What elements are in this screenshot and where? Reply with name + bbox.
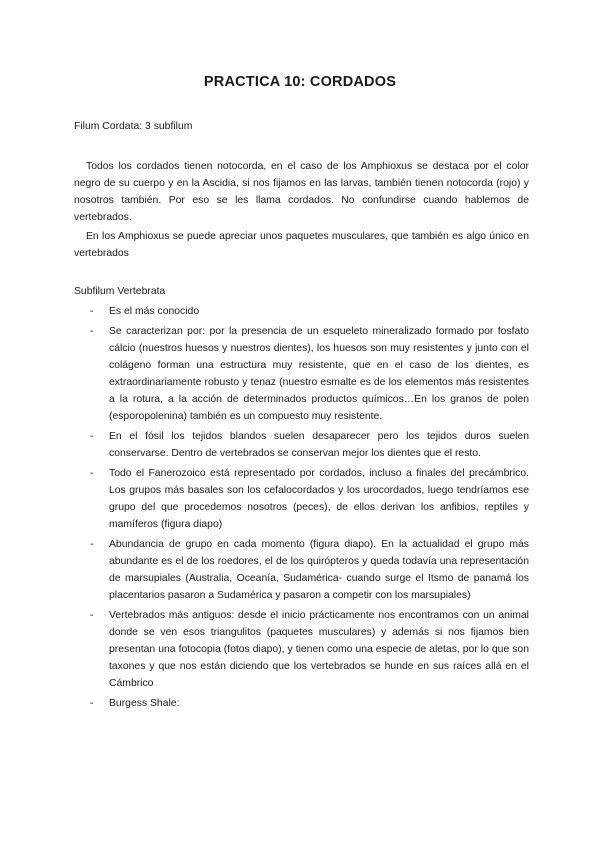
list-item-text: Vertebrados más antiguos: desde el inicio prácticamente nos encontramos con un animal donde se ven esos triangulitos (paquetes musculares) y además si nos fijamos bien presentan una fotocopia (fotos diapo), y tienen como una especie de aletas, por lo que son taxones y que nos están diciendo que los vertebrados se hunde en sus raíces allá en el Cámbrico bbox=[109, 610, 529, 689]
paragraph-notocorda: Todos los cordados tienen notocorda, en el caso de los Amphioxus se destaca por el color negro de su cuerpo y en la Ascidia, si nos fijamos en las larvas, también tienen notocorda (rojo) y nosotros también. Por eso se les llama cordados. No confundirse cuando hablemos de vertebrados. bbox=[74, 161, 529, 223]
document-subtitle: Filum Cordata: 3 subfilum bbox=[74, 121, 193, 132]
list-item-text: Es el más conocido bbox=[109, 306, 200, 317]
list-item bbox=[74, 607, 529, 692]
list-item-text: Se caracterizan por: por la presencia de un esqueleto mineralizado formado por fosfato cálcio (nuestros huesos y nuestros dientes), los huesos son muy resistentes y junto con el colágeno forman una estructura muy resistente, que en el caso de los dientes, es extraordinariamente robusto y tenaz (nuestro esmalte es de los elementos más resistentes a la rotura, a la acción de determinados productos químicos…En los granos de polen (esporopolenina) también es un compuesto muy resistente. bbox=[109, 326, 529, 422]
section-heading: Subfilum Vertebrata bbox=[74, 286, 166, 297]
list-item-text: En el fósil los tejidos blandos suelen desaparecer pero los tejidos duros suelen conservarse. Dentro de vertebrados se conservan mejor los dientes que el resto. bbox=[109, 431, 529, 459]
list-item bbox=[74, 536, 529, 604]
paragraph-amphioxus: En los Amphioxus se puede apreciar unos paquetes musculares, que también es algo único en vertebrados bbox=[74, 231, 529, 259]
list-item-text: Todo el Fanerozoico está representado por cordados, incluso a finales del precámbrico. Los grupos más basales son los cefalocordados y los urocordados, luego tendríamos ese grupo del que procedemos nosotros (peces), de ellos derivan los anfibios, reptiles y mamíferos (figura diapo) bbox=[109, 468, 529, 530]
bullet-dash: - bbox=[90, 468, 94, 479]
page-title: PRACTICA 10: CORDADOS bbox=[203, 74, 397, 90]
bullet-dash: - bbox=[90, 610, 94, 621]
list-item bbox=[74, 695, 529, 712]
list-item-text: Burgess Shale: bbox=[109, 698, 180, 709]
list-item bbox=[74, 465, 529, 533]
list-item bbox=[74, 428, 529, 462]
list-item-text: Abundancia de grupo en cada momento (figura diapo). En la actualidad el grupo más abundante es el de los roedores, el de los quirópteros y queda todavía una representación de marsupiales (Australia, Oceanía, Sudamérica- cuando surge el Itsmo de panamá los placentarios pasaron a Sudamérica y pasaron a competir con los marsupiales) bbox=[109, 539, 529, 601]
bullet-dash: - bbox=[90, 326, 94, 337]
bullet-dash: - bbox=[90, 431, 94, 442]
bullet-dash: - bbox=[90, 698, 94, 709]
bullet-dash: - bbox=[90, 306, 94, 317]
list-item bbox=[74, 303, 529, 320]
bullet-list bbox=[74, 303, 529, 715]
list-item bbox=[74, 323, 529, 425]
bullet-dash: - bbox=[90, 539, 94, 550]
